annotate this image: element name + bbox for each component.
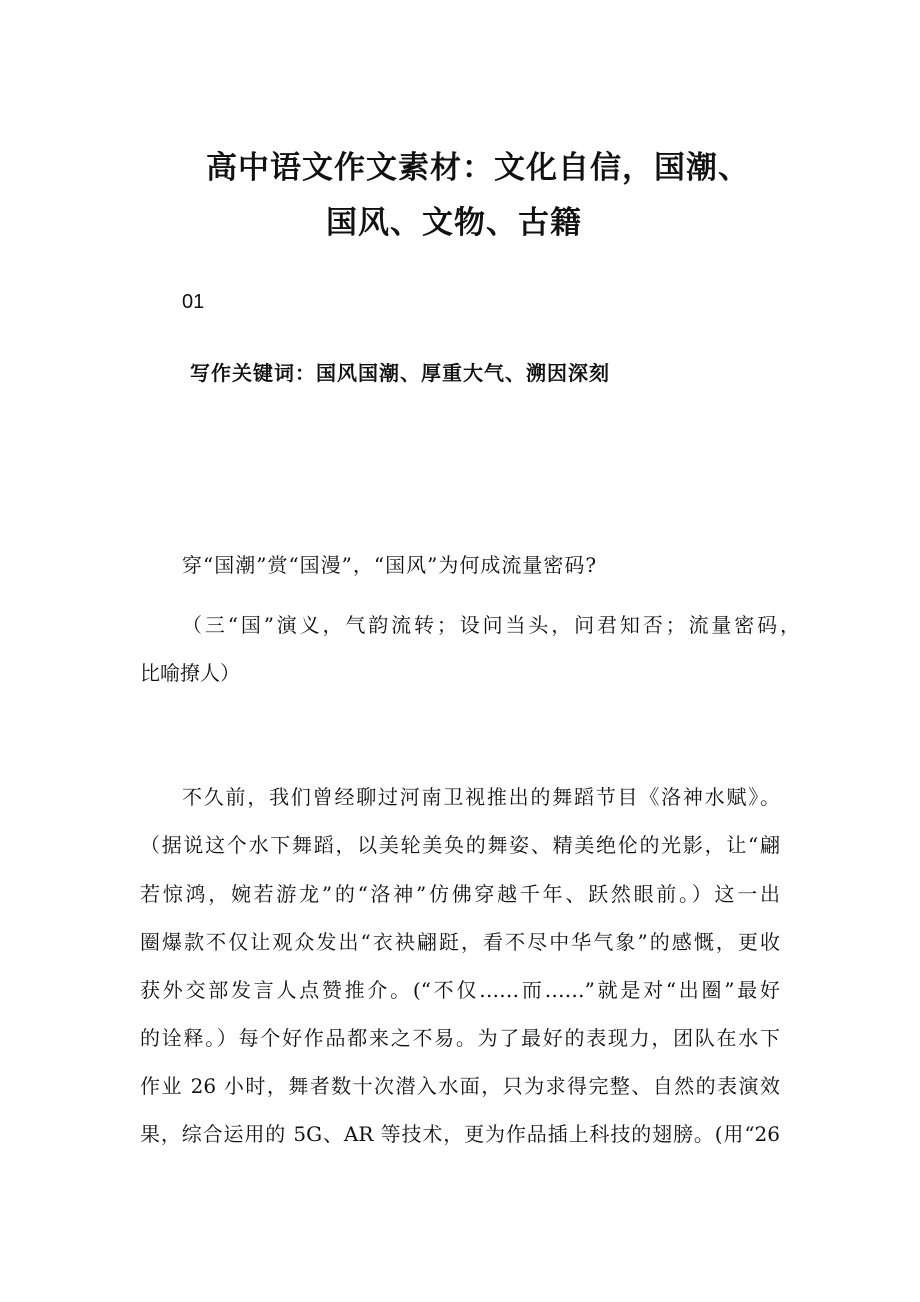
annotation-line-2: 比喻撩人）	[140, 661, 240, 685]
document-title-line-2: 国风、文物、古籍	[326, 205, 582, 241]
section-number: 01	[182, 291, 205, 313]
paragraph-line: （据说这个水下舞蹈，以美轮美奂的舞姿、精美绝伦的光影，让“翩	[140, 833, 780, 857]
annotation-line-1: （三“国”演义，气韵流转；设问当头，问君知否；流量密码，	[182, 613, 800, 637]
writing-keywords: 写作关键词：国风国潮、厚重大气、溯因深刻	[190, 361, 610, 385]
paragraph-line: 不久前，我们曾经聊过河南卫视推出的舞蹈节目《洛神水赋》。	[182, 785, 780, 809]
paragraph-line: 圈爆款不仅让观众发出“衣袂翩跹，看不尽中华气象”的感慨，更收	[140, 930, 780, 954]
paragraph-line: 的诠释。）每个好作品都来之不易。为了最好的表现力，团队在水下	[140, 1026, 780, 1050]
paragraph-line: 作业 26 小时，舞者数十次潜入水面，只为求得完整、自然的表演效	[140, 1074, 780, 1098]
document-title-line-1: 高中语文作文素材：文化自信，国潮、	[206, 150, 750, 186]
paragraph-line: 果，综合运用的 5G、AR 等技术，更为作品插上科技的翅膀。(用“26	[140, 1122, 780, 1146]
paragraph-line: 获外交部发言人点赞推介。(“不仅……而……”就是对“出圈”最好	[140, 978, 780, 1002]
paragraph-line: 若惊鸿，婉若游龙”的“洛神”仿佛穿越千年、跃然眼前。）这一出	[140, 882, 780, 906]
question-line: 穿“国潮”赏“国漫”，“国风”为何成流量密码?	[182, 553, 598, 577]
